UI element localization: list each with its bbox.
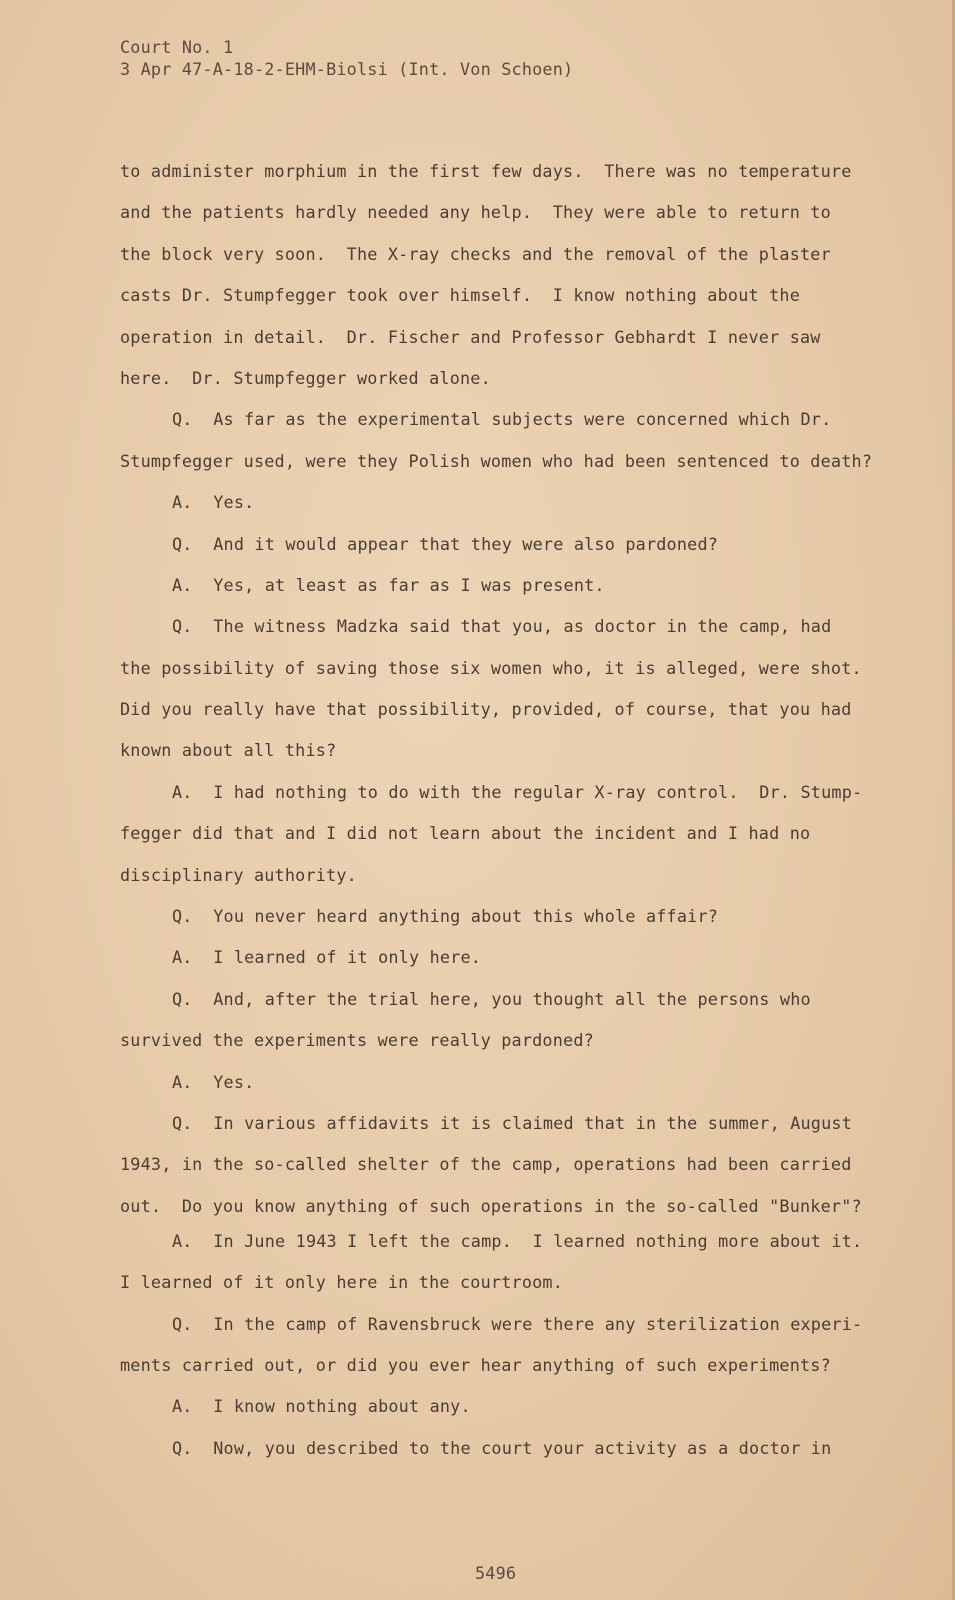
question-line: Q. In the camp of Ravensbruck were there any sterilization experi- <box>172 1313 863 1334</box>
text-line: Did you really have that possibility, provided, of course, that you had <box>120 699 852 720</box>
text-line: to administer morphium in the first few days. There was no temperature <box>120 161 852 181</box>
question-line: Q. And it would appear that they were also pardoned? <box>172 533 719 554</box>
text-line: out. Do you know anything of such operations in the so-called "Bunker"? <box>120 1195 862 1216</box>
answer-line: A. In June 1943 I left the camp. I learned nothing more about it. <box>172 1230 863 1251</box>
text-line: the block very soon. The X-ray checks and the removal of the plaster <box>120 243 831 264</box>
question-line: Q. As far as the experimental subjects were concerned which Dr. <box>172 409 832 430</box>
answer-line: A. I know nothing about any. <box>172 1396 471 1417</box>
text-line: known about all this? <box>120 740 337 761</box>
court-number: Court No. 1 <box>120 37 234 57</box>
question-line: Q. And, after the trial here, you thought all the persons who <box>172 988 811 1009</box>
answer-line: A. Yes, at least as far as I was present. <box>172 574 605 595</box>
text-line: operation in detail. Dr. Fischer and Professor Gebhardt I never saw <box>120 326 821 347</box>
text-line: I learned of it only here in the courtroom. <box>120 1272 564 1293</box>
text-line: disciplinary authority. <box>120 864 357 885</box>
text-line: and the patients hardly needed any help. They were able to return to <box>120 202 831 223</box>
question-line: Q. You never heard anything about this whole affair? <box>172 906 719 927</box>
page-number: 5496 <box>475 1563 517 1583</box>
text-line: the possibility of saving those six women who, it is alleged, were shot. <box>120 657 862 678</box>
transcript-body <box>120 158 873 1476</box>
text-line: survived the experiments were really pardoned? <box>120 1030 594 1051</box>
text-line: 1943, in the so-called shelter of the camp, operations had been carried <box>120 1154 852 1175</box>
text-line: Stumpfegger used, were they Polish women who had been sentenced to death? <box>120 450 873 471</box>
text-line: ments carried out, or did you ever hear anything of such experiments? <box>120 1354 831 1375</box>
text-line: here. Dr. Stumpfegger worked alone. <box>120 367 491 388</box>
question-line: Q. In various affidavits it is claimed that in the summer, August <box>172 1112 853 1133</box>
answer-line: A. Yes. <box>172 492 255 513</box>
answer-line: A. I learned of it only here. <box>172 947 482 968</box>
answer-line: A. Yes. <box>172 1071 255 1092</box>
document-header <box>120 36 573 80</box>
question-line: Q. Now, you described to the court your activity as a doctor in <box>172 1437 832 1458</box>
transcript-reference: 3 Apr 47-A-18-2-EHM-Biolsi (Int. Von Schoen) <box>120 59 574 79</box>
answer-line: A. I had nothing to do with the regular X-ray control. Dr. Stump- <box>172 781 863 802</box>
text-line: fegger did that and I did not learn about the incident and I had no <box>120 823 811 844</box>
text-line: casts Dr. Stumpfegger took over himself. I know nothing about the <box>120 285 801 306</box>
question-line: Q. The witness Madzka said that you, as doctor in the camp, had <box>172 616 832 637</box>
